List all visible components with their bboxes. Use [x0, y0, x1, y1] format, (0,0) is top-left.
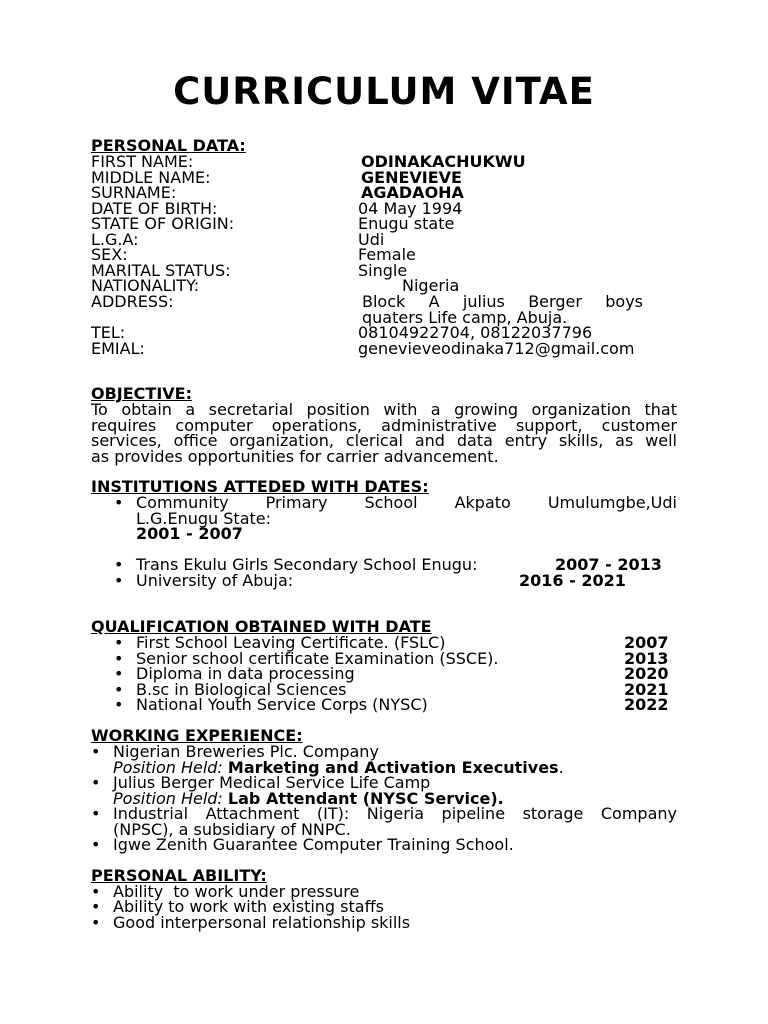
qualification-year: 2022: [624, 695, 669, 714]
position-title: Marketing and Activation Executives: [227, 758, 559, 777]
bullet-icon: •: [91, 882, 101, 901]
marital-status-label: MARITAL STATUS:: [91, 261, 231, 280]
address-value-line2: quaters Life camp, Abuja.: [362, 308, 568, 327]
address-label: ADDRESS:: [91, 292, 174, 311]
marital-status-value: Single: [358, 261, 408, 280]
lga-value: Udi: [358, 230, 385, 249]
tel-label: TEL:: [91, 323, 126, 342]
institution-name-cont: L.G.Enugu State:: [136, 509, 271, 528]
middle-name-label: MIDDLE NAME:: [91, 168, 211, 187]
bullet-icon: •: [91, 897, 101, 916]
institution-dates: 2007 - 2013: [555, 555, 662, 574]
bullet-icon: •: [114, 695, 124, 714]
qualification-year: 2021: [624, 680, 669, 699]
bullet-icon: •: [91, 773, 101, 792]
institution-name: Community Primary School Akpato Umulumgbe,Udi: [136, 493, 677, 512]
objective-line: To obtain a secretarial position with a growing organization that: [91, 400, 677, 419]
state-of-origin-value: Enugu state: [358, 214, 455, 233]
institution-name: Trans Ekulu Girls Secondary School Enugu:: [136, 555, 478, 574]
position-title: Lab Attendant (NYSC Service).: [227, 789, 504, 808]
bullet-icon: •: [114, 664, 124, 683]
dob-label: DATE OF BIRTH:: [91, 199, 218, 218]
objective-line: services, office organization, clerical and data entry skills, as well: [91, 431, 677, 450]
sex-label: SEX:: [91, 245, 128, 264]
qualification-year: 2013: [624, 649, 669, 668]
bullet-icon: •: [114, 649, 124, 668]
tel-value: 08104922704, 08122037796: [358, 323, 593, 342]
bullet-icon: •: [114, 555, 124, 574]
bullet-icon: •: [114, 571, 124, 590]
experience-heading: WORKING EXPERIENCE:: [91, 726, 303, 745]
surname-label: SURNAME:: [91, 183, 177, 202]
ability-item: Good interpersonal relationship skills: [113, 913, 411, 932]
qualification-name: B.sc in Biological Sciences: [136, 680, 347, 699]
position-held-label: Position Held:: [113, 758, 223, 777]
ability-heading: PERSONAL ABILITY:: [91, 866, 267, 885]
first-name-label: FIRST NAME:: [91, 152, 194, 171]
employer-name-cont: (NPSC), a subsidiary of NNPC.: [113, 820, 351, 839]
surname-value: AGADAOHA: [361, 183, 464, 202]
bullet-icon: •: [114, 680, 124, 699]
position-suffix: .: [558, 758, 564, 777]
qualification-name: First School Leaving Certificate. (FSLC): [136, 633, 446, 652]
dob-value: 04 May 1994: [358, 199, 463, 218]
employer-name: Nigerian Breweries Plc. Company: [113, 742, 379, 761]
document-title: CURRICULUM VITAE: [173, 70, 595, 113]
nationality-value: Nigeria: [402, 276, 460, 295]
email-value: genevieveodinaka712@gmail.com: [358, 339, 635, 358]
bullet-icon: •: [114, 633, 124, 652]
position-held-label: Position Held:: [113, 789, 223, 808]
middle-name-value: GENEVIEVE: [361, 168, 462, 187]
bullet-icon: •: [91, 835, 101, 854]
institution-dates: 2001 - 2007: [136, 524, 243, 543]
institution-name: University of Abuja:: [136, 571, 294, 590]
employer-name: Industrial Attachment (IT): Nigeria pipeline storage Company: [113, 804, 677, 823]
sex-value: Female: [358, 245, 416, 264]
qualification-name: National Youth Service Corps (NYSC): [136, 695, 428, 714]
bullet-icon: •: [91, 913, 101, 932]
employer-name: Julius Berger Medical Service Life Camp: [113, 773, 431, 792]
qualifications-heading: QUALIFICATION OBTAINED WITH DATE: [91, 617, 432, 636]
institution-dates: 2016 - 2021: [519, 571, 626, 590]
qualification-year: 2020: [624, 664, 669, 683]
personal-data-heading: PERSONAL DATA:: [91, 136, 246, 155]
bullet-icon: •: [114, 493, 124, 512]
institutions-heading: INSTITUTIONS ATTEDED WITH DATES:: [91, 477, 429, 496]
address-value-line1: Block A julius Berger boys: [362, 292, 643, 311]
objective-heading: OBJECTIVE:: [91, 384, 192, 403]
state-of-origin-label: STATE OF ORIGIN:: [91, 214, 235, 233]
bullet-icon: •: [91, 804, 101, 823]
ability-item: Ability to work under pressure: [113, 882, 360, 901]
bullet-icon: •: [91, 742, 101, 761]
first-name-value: ODINAKACHUKWU: [361, 152, 526, 171]
objective-line: as provides opportunities for carrier advancement.: [91, 447, 499, 466]
employer-name: Igwe Zenith Guarantee Computer Training School.: [113, 835, 514, 854]
qualification-name: Senior school certificate Examination (SSCE).: [136, 649, 499, 668]
email-label: EMIAL:: [91, 339, 145, 358]
nationality-label: NATIONALITY:: [91, 276, 200, 295]
qualification-name: Diploma in data processing: [136, 664, 355, 683]
lga-label: L.G.A:: [91, 230, 139, 249]
qualification-year: 2007: [624, 633, 669, 652]
objective-line: requires computer operations, administrative support, customer: [91, 416, 677, 435]
ability-item: Ability to work with existing staffs: [113, 897, 384, 916]
